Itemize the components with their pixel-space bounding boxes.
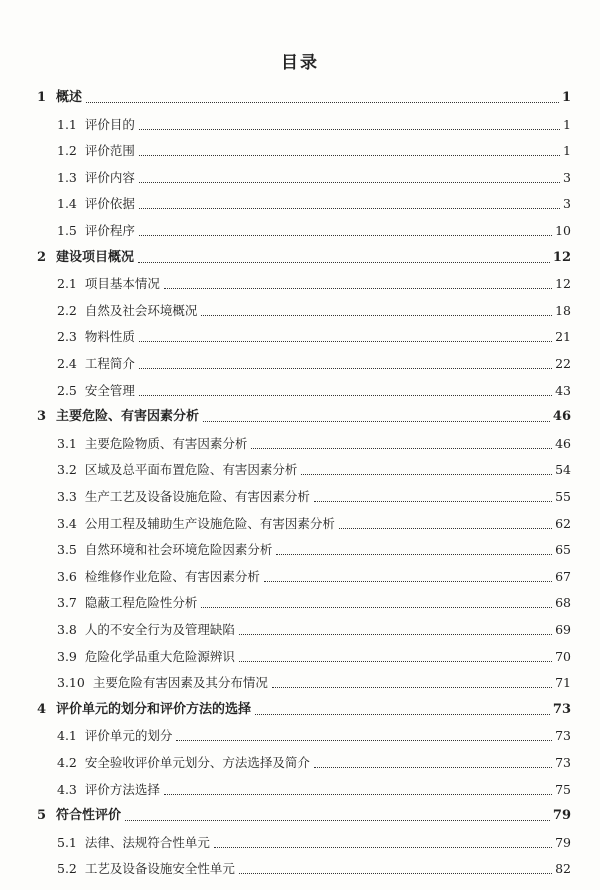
dot-leader: [139, 395, 552, 396]
toc-entry-label: 评价单元的划分和评价方法的选择: [56, 701, 252, 717]
toc-entry-page-number: 70: [555, 648, 571, 664]
toc-entry-label: 自然及社会环境概况: [84, 302, 198, 318]
toc-entry-page-number: 1: [563, 143, 571, 159]
dot-leader: [201, 607, 552, 608]
dot-leader: [125, 820, 550, 821]
toc-entry-label: 符合性评价: [56, 808, 122, 824]
toc-entry-page-number: 46: [552, 409, 571, 425]
toc-entry-label: 隐蔽工程危险性分析: [84, 595, 198, 611]
toc-entry-label: 评价程序: [84, 223, 135, 238]
toc-entry-page-number: 75: [555, 781, 571, 797]
toc-section-entry: [57, 565, 571, 585]
toc-entry-page-number: 54: [555, 462, 571, 478]
toc-section-entry: [57, 831, 571, 851]
toc-entry-page-number: 3: [563, 196, 571, 212]
dot-leader: [139, 129, 560, 130]
toc-entry-number: 3: [37, 409, 47, 425]
dot-leader: [339, 528, 552, 529]
dot-leader: [201, 315, 552, 316]
toc-entry-page-number: 82: [555, 861, 571, 877]
dot-leader: [139, 155, 560, 156]
toc-entry-page-number: 55: [555, 489, 571, 504]
toc-section-entry: [57, 645, 571, 665]
toc-entry-page-number: 10: [555, 223, 571, 238]
toc-section-entry: [57, 166, 571, 186]
dot-leader: [164, 288, 552, 289]
toc-section-entry: [57, 538, 571, 558]
toc-section-entry: [57, 325, 571, 345]
dot-leader: [214, 847, 552, 848]
toc-entry-number: 3.3: [57, 489, 77, 504]
toc-entry-number: 2.2: [57, 302, 77, 318]
dot-leader: [272, 687, 552, 688]
dot-leader: [203, 421, 550, 422]
toc-entry-page-number: 69: [555, 622, 571, 637]
toc-section-entry: [57, 724, 571, 744]
toc-entry-page-number: 22: [555, 356, 571, 371]
dot-leader: [164, 794, 552, 795]
toc-entry-number: 3.1: [57, 435, 77, 451]
toc-entry-page-number: 71: [555, 675, 571, 691]
toc-entry-number: 1.1: [57, 116, 77, 132]
toc-entry-page-number: 62: [555, 515, 571, 531]
toc-chapter-entry: [37, 246, 571, 266]
toc-entry-label: 评价方法选择: [84, 781, 160, 797]
page-title: 目录: [281, 53, 319, 73]
dot-leader: [314, 767, 552, 768]
dot-leader: [264, 581, 552, 582]
dot-leader: [139, 235, 552, 236]
toc-entry-page-number: 73: [552, 701, 571, 717]
toc-section-entry: [57, 857, 571, 877]
toc-entry-page-number: 67: [555, 568, 571, 584]
toc-entry-label: 物料性质: [84, 329, 135, 345]
toc-section-entry: [57, 379, 571, 399]
toc-entry-label: 工艺及设备设施安全性单元: [84, 861, 235, 877]
toc-entry-page-number: 1: [563, 116, 571, 132]
toc-entry-label: 项目基本情况: [84, 276, 160, 292]
toc-entry-number: 3.6: [57, 568, 77, 584]
toc-chapter-entry: [37, 804, 571, 824]
toc-section-entry: [57, 512, 571, 532]
toc-section-entry: [57, 352, 571, 372]
toc-entry-number: 4.3: [57, 781, 77, 797]
toc-entry-label: 法律、法规符合性单元: [84, 834, 210, 850]
dot-leader: [139, 208, 560, 209]
toc-entry-label: 人的不安全行为及管理缺陷: [84, 622, 235, 637]
toc-chapter-entry: [37, 405, 571, 425]
toc-chapter-entry: [37, 86, 571, 106]
toc-entry-number: 1.4: [57, 196, 77, 212]
toc-section-entry: [57, 219, 571, 239]
toc-section-entry: [57, 432, 571, 452]
toc-entry-label: 公用工程及辅助生产设施危险、有害因素分析: [84, 515, 335, 531]
toc-entry-label: 安全管理: [84, 382, 135, 398]
dot-leader: [176, 740, 552, 741]
toc-entry-page-number: 1: [561, 90, 571, 105]
dot-leader: [251, 448, 552, 449]
toc-entry-number: 2.5: [57, 382, 77, 398]
toc-entry-number: 3.9: [57, 648, 77, 664]
toc-entry-page-number: 12: [552, 249, 571, 265]
toc-section-entry: [57, 458, 571, 478]
toc-entry-number: 1.5: [57, 223, 77, 238]
toc-section-entry: [57, 751, 571, 771]
toc-entry-page-number: 73: [555, 728, 571, 744]
toc-entry-number: 2.3: [57, 329, 77, 345]
toc-entry-label: 评价内容: [84, 169, 135, 185]
dot-leader: [301, 474, 552, 475]
toc-entry-page-number: 79: [555, 834, 571, 850]
dot-leader: [255, 714, 550, 715]
toc-section-entry: [57, 299, 571, 319]
toc-entry-number: 5.1: [57, 834, 77, 850]
toc-entry-number: 3.5: [57, 542, 77, 558]
toc-entry-number: 4: [37, 701, 47, 717]
toc-entry-number: 3.4: [57, 515, 77, 531]
toc-entry-number: 3.10: [57, 675, 85, 691]
toc-entry-number: 2.1: [57, 276, 77, 292]
toc-section-entry: [57, 618, 571, 638]
toc-entry-number: 5: [37, 808, 47, 824]
toc-entry-number: 1: [37, 90, 47, 105]
dot-leader: [314, 501, 552, 502]
toc-entry-number: 3.7: [57, 595, 77, 611]
toc-entry-page-number: 21: [555, 329, 571, 345]
toc-section-entry: [57, 485, 571, 505]
dot-leader: [139, 368, 552, 369]
toc-entry-number: 5.2: [57, 861, 77, 877]
toc-entry-page-number: 12: [555, 276, 571, 292]
toc-entry-page-number: 79: [552, 808, 571, 824]
toc-entry-label: 检维修作业危险、有害因素分析: [84, 568, 260, 584]
toc-section-entry: [57, 778, 571, 798]
dot-leader: [139, 182, 560, 183]
toc-entry-page-number: 46: [555, 435, 571, 451]
toc-entry-label: 生产工艺及设备设施危险、有害因素分析: [84, 489, 310, 504]
toc-entry-page-number: 73: [555, 755, 571, 770]
toc-entry-label: 主要危险物质、有害因素分析: [84, 435, 248, 451]
toc-entry-page-number: 43: [555, 382, 571, 398]
toc-entry-number: 2: [37, 249, 47, 265]
toc-entry-number: 3.8: [57, 622, 77, 637]
toc-section-entry: [57, 192, 571, 212]
toc-chapter-entry: [37, 698, 571, 718]
dot-leader: [86, 102, 559, 103]
dot-leader: [138, 262, 550, 263]
toc-entry-label: 评价依据: [84, 196, 135, 212]
toc-entry-label: 建设项目概况: [56, 249, 135, 265]
dot-leader: [139, 341, 552, 342]
toc-entry-page-number: 68: [555, 595, 571, 611]
toc-entry-label: 主要危险有害因素及其分布情况: [92, 675, 268, 691]
dot-leader: [276, 554, 552, 555]
toc-entry-label: 评价单元的划分: [84, 728, 173, 744]
dot-leader: [239, 634, 552, 635]
toc-section-entry: [57, 272, 571, 292]
toc-entry-number: 4.1: [57, 728, 77, 744]
toc-entry-number: 2.4: [57, 356, 77, 371]
toc-section-entry: [57, 671, 571, 691]
toc-section-entry: [57, 591, 571, 611]
toc-entry-page-number: 3: [563, 169, 571, 185]
toc-entry-number: 1.3: [57, 169, 77, 185]
toc-entry-label: 评价目的: [84, 116, 135, 132]
toc-entry-number: 3.2: [57, 462, 77, 478]
toc-entry-label: 概述: [56, 90, 83, 105]
toc-entry-label: 主要危险、有害因素分析: [56, 409, 200, 425]
dot-leader: [239, 661, 552, 662]
toc-entry-label: 危险化学品重大危险源辨识: [84, 648, 235, 664]
toc-entry-label: 工程简介: [84, 356, 135, 371]
toc-entry-label: 评价范围: [84, 143, 135, 159]
toc-entry-number: 1.2: [57, 143, 77, 159]
toc-entry-page-number: 18: [555, 302, 571, 318]
toc-entry-page-number: 65: [555, 542, 571, 558]
toc-entry-label: 自然环境和社会环境危险因素分析: [84, 542, 273, 558]
toc-entry-number: 4.2: [57, 755, 77, 770]
toc-entry-label: 安全验收评价单元划分、方法选择及简介: [84, 755, 310, 770]
dot-leader: [239, 873, 552, 874]
toc-section-entry: [57, 113, 571, 133]
toc-section-entry: [57, 139, 571, 159]
toc-entry-label: 区域及总平面布置危险、有害因素分析: [84, 462, 298, 478]
